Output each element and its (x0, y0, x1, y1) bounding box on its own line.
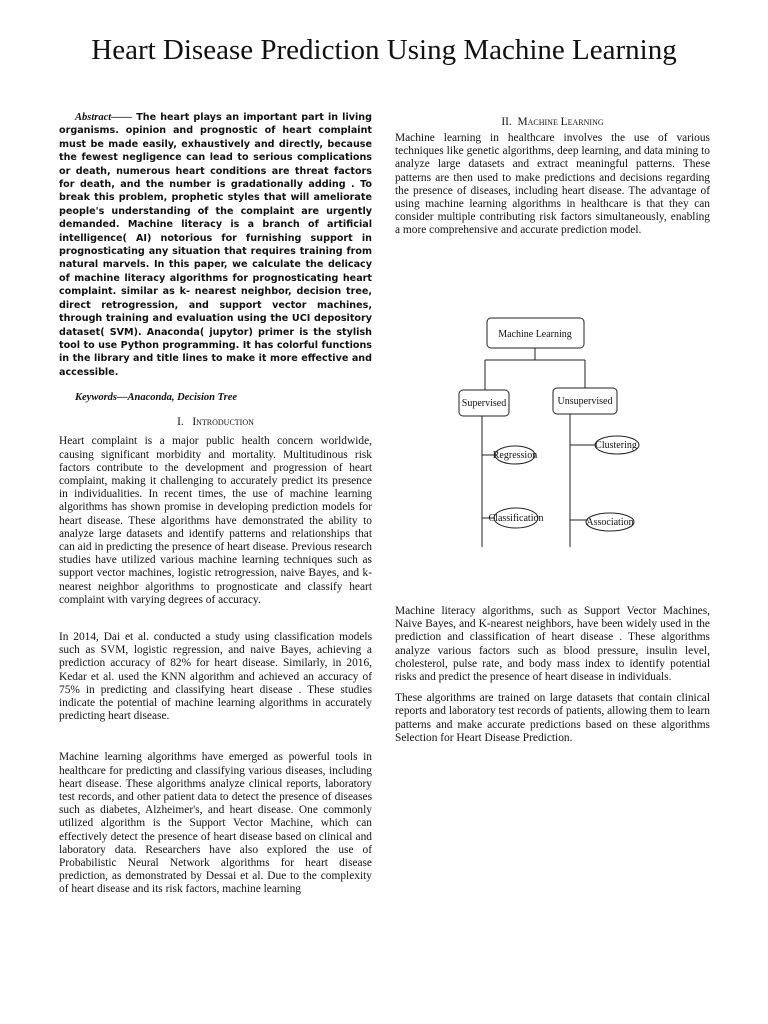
regression-label: Regression (492, 450, 538, 461)
keywords: Keywords—Anaconda, Decision Tree (75, 392, 238, 404)
ml-taxonomy-diagram (455, 315, 637, 550)
section-title: Machine Learning (517, 116, 604, 128)
ml-paragraph-3: These algorithms are trained on large datasets that contain clinical reports and laboratory test records of patients, allowing them to learn patterns and make accurate predictions based on these algorithms Selection for Heart Disease Prediction. (395, 692, 710, 744)
ml-paragraph-1: Machine learning in healthcare involves the use of various techniques like genetic algorithms, deep learning, and data mining to analyze large datasets and extract meaningful patterns. These patterns are then used to make predictions and decisions regarding the presence of diseases, including heart disease. The advantage of using machine learning algorithms in healthcare is that they can consider multiple contributing risk factors simultaneously, enabling a more comprehensive and accurate prediction model. (395, 132, 710, 237)
paper-title: Heart Disease Prediction Using Machine Learning (91, 34, 677, 66)
right-column-lower (395, 605, 710, 745)
root-label: Machine Learning (498, 329, 572, 340)
classification-label: Classification (488, 513, 544, 524)
section-heading-machine-learning (395, 115, 710, 129)
association-label: Association (586, 517, 634, 528)
section-heading-introduction (59, 415, 372, 429)
section-number: I. (177, 416, 184, 429)
ml-paragraph-2: Machine literacy algorithms, such as Support Vector Machines, Naive Bayes, and K-nearest neighbors, have been widely used in the prediction and classification of heart disease . These algorithms analyze various factors such as blood pressure, insulin level, cholesterol, pulse rate, and body mass index to identify potential risks and predict the presence of heart disease in individuals. (395, 605, 710, 684)
section-number: II. (501, 116, 512, 128)
section-title: Introduction (192, 416, 254, 429)
supervised-label: Supervised (461, 398, 507, 409)
abstract (59, 111, 372, 379)
left-column (59, 111, 372, 897)
abstract-label: Abstract—— (75, 112, 133, 123)
right-column (395, 115, 710, 238)
unsupervised-label: Unsupervised (557, 396, 613, 407)
abstract-text: The heart plays an important part in living organisms. opinion and prognostic of heart complaint must be made easily, exhaustively and directly, because the fewest negligence can lead to serious complications or death, numerous heart conditions are threat factors for death, and the number is gradationally adding . To break this problem, prophetic styles that will ameliorate people's understanding of the complaint are urgently demanded. Machine literacy is a branch of artificial intelligence( AI) notorious for furnishing support in prognosticating any situation that requires training from natural marvels. In this paper, we calculate the delicacy of machine literacy algorithms for prognosticating heart complaint. similar as k- nearest neighbor, decision tree, direct retrogression, and support vector machines, through training and evaluation using the UCI depository dataset( SVM). Anaconda( jupytor) primer is the stylish tool to use Python programming. It has colorful functions in the library and title lines to make it more effective and accessible. (59, 112, 372, 378)
intro-paragraph-1: Heart complaint is a major public health concern worldwide, causing significant morbidity and mortality. Multitudinous risk factors contribute to the development and progression of heart complaint, making it challenging to accurately predict its presence in individualities. In recent times, the use of machine learning algorithms has shown promise in developing prediction models for heart disease. These algorithms have demonstrated the ability to analyze large datasets and identify patterns and relationships that can aid in predicting the presence of heart disease. Previous research studies have utilized various machine learning techniques such as support vector machines, logistic retrogression, naive Bayes, and k-nearest neighbor algorithms to prognosticate and classify heart complaint with varying degrees of accuracy. (59, 435, 372, 606)
intro-paragraph-2: In 2014, Dai et al. conducted a study using classification models such as SVM, logistic regression, and naive Bayes, achieving a prediction accuracy of 82% for heart disease. Similarly, in 2016, Kedar et al. used the KNN algorithm and achieved an accuracy of 75% in predicting and classifying heart disease . These studies indicate the potential of machine learning algorithms in accurately predicting heart disease. (59, 630, 372, 723)
clustering-label: Clustering (595, 440, 637, 451)
intro-paragraph-3: Machine learning algorithms have emerged as powerful tools in healthcare for predicting and classifying various diseases, including heart disease. These algorithms analyze clinical reports, laboratory test records, and other patient data to detect the presence of diseases such as diabetes, Alzheimer's, and heart disease. One commonly utilized algorithm is the Support Vector Machine, which can effectively detect the presence of heart disease based on clinical and laboratory data. Researchers have also explored the use of Probabilistic Neural Network algorithms for heart disease prediction, as demonstrated by Dessai et al. Due to the complexity of heart disease and its risk factors, machine learning (59, 751, 372, 896)
